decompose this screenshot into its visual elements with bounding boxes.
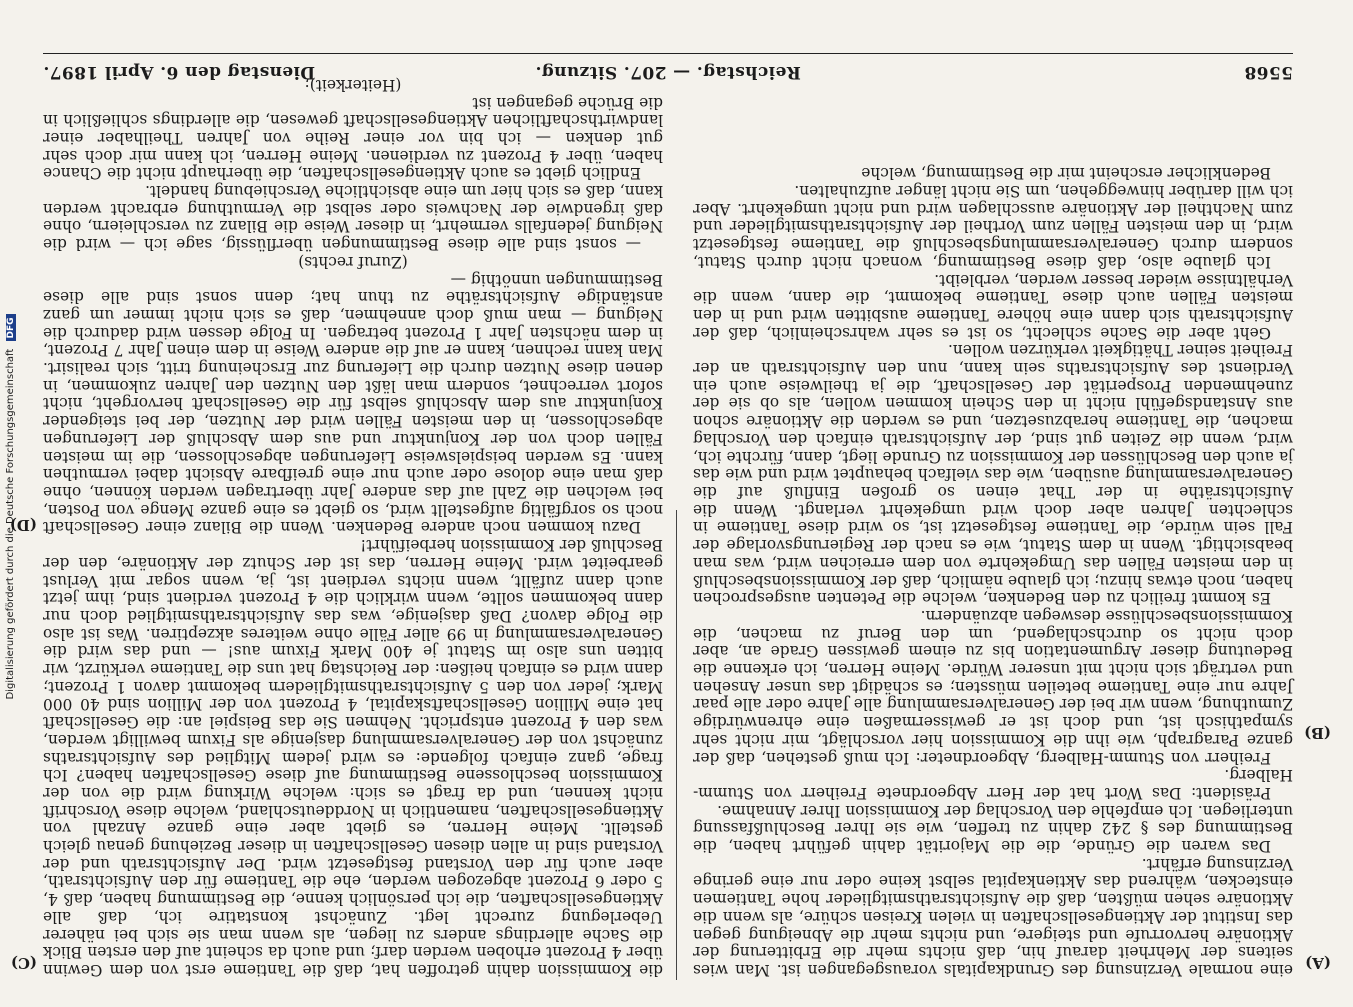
margin-marker-a: (A) <box>1305 954 1331 972</box>
header-rule <box>43 53 1293 54</box>
paragraph: eine normale Verzinsung des Grundkapitals vorausgegangen ist. Man wies seitens der Mehrheit darauf hin, daß nichts mehr die Erbitterung der Aktionäre hervorrufe und steigere, und nichts mehr die Abneigung gegen das Institut der Aktiengesellschaften in vielen Kreisen schüre, als wenn die Aktionäre sehen müßten, daß die Aufsichtsrathsmitglieder hohe Tantiemen einstecken, während das Aktienkapital selbst keine oder nur eine geringe Verzinsung erfährt. <box>693 854 1293 979</box>
margin-marker-b: (B) <box>1304 724 1331 742</box>
dfg-logo: DFG <box>6 314 16 341</box>
paragraph: die Kommission dahin getroffen hat, daß die Tantieme erst von dem Gewinn über 4 Prozent erhoben werden darf; und auch da scheint auf den ersten Blick die Sache allerdings anders zu liegen, als wenn man sie sich bei näherer Ueberlegung zurecht legt. Zunächst konstatire ich, daß alle Aktiengesellschaften, die ich persönlich kenne, die Bestimmung haben, daß 4, 5 oder 6 Prozent abgezogen werden, ehe die Tantieme für den Aufsichtsrath, aber auch für den Vorstand festgesetzt wird. Der Aufsichtsrath und der Vorstand sind in allen diesen Gesellschaften in dieser Beziehung genau gleich gestellt. Meine Herren, es giebt aber eine ganze Anzahl von Aktiengesellschaften, namentlich in Norddeutschland, welche diese Vorschrift nicht kennen, und da fragt es sich: welche Wirkung wird die von der Kommission beschlossene Bestimmung auf diese Gesellschaften haben? Ich frage, ganz einfach folgende: es wird jedem Mitglied des Aufsichtsraths zunächst von der Generalversammlung dasjenige als Fixum bewilligt werden, was den 4 Prozent entspricht. Nehmen Sie das Beispiel an: die Gesellschaft hat eine Million Gesellschaftskapital, 4 Prozent von der Million sind 40 000 Mark; jeder von den 5 Aufsichtsrathsmitgliedern bekommt davon 1 Prozent; dann wird es einfach heißen: der Reichstag hat uns die Tantieme verkürzt, wir bitten uns also im Statut je 400 Mark Fixum aus! — und das wird die Generalversammlung in 99 aller Fälle ohne weiteres akzeptiren. Was ist also die Folge davon? Daß dasjenige, was das Aufsichtsrathsmitglied doch nur dann bekommen sollte, wenn wirklich die 4 Prozent verdient sind, ihm jetzt auch dann zufällt, wenn nichts verdient ist, ja, wenn sogar mit Verlust gearbeitet wird. Meine Herren, das ist der Schutz der Aktionäre, den der Beschluß der Kommission herbeiführt! <box>43 536 663 979</box>
left-column <box>693 90 1293 978</box>
paragraph: Ich glaube also, daß diese Bestimmung, wonach nicht durch Statut, sondern durch Generalversammlungsbeschluß die Tantieme festgesetzt wird, in den meisten Fällen zum Vortheil der Aufsichtsrathsmitglieder und zum Nachtheil der Aktionäre ausschlagen wird und nicht umgekehrt. Aber ich will darüber hinweggehen, um Sie nicht länger aufzuhalten. <box>693 182 1293 271</box>
paragraph: — sonst sind alle diese Bestimmungen überflüssig, sage ich — wird die Neigung jedenfalls vermehrt, in dieser Weise die Bilanz zu verschleiern, ohne daß irgendwie der Nachweis oder selbst die Vermuthung erbracht werden kann, daß es sich hier um eine absichtliche Verschiebung handelt. <box>43 182 663 254</box>
interjection: (Heiterkeit); <box>304 75 402 94</box>
paragraph: Geht aber die Sache schlecht, so ist es sehr wahrscheinlich, daß der Aufsichtsrath sich dann eine höhere Tantieme ausbitten wird und in den meisten Fällen auch diese Tantieme bekommt, die dann, wenn die Verhältnisse wieder besser werden, verbleibt. <box>693 270 1293 342</box>
paragraph: Bedenklicher erscheint mir die Bestimmung, welche <box>861 164 1271 183</box>
session-date: Dienstag den 6. April 1897. <box>43 62 316 82</box>
right-column <box>43 75 663 979</box>
page-number: 5568 <box>1244 62 1293 82</box>
margin-marker-c: (C) <box>10 954 37 972</box>
paragraph: Dazu kommen noch andere Bedenken. Wenn die Bilanz einer Gesellschaft noch so sorgfältig aufgestellt wird, so giebt es eine ganze Menge von Posten, bei welchen die Zahl auf das andere Jahr übertragen werden können, ohne daß man eine dolose oder auch nur eine greifbare Absicht dabei vermuthen kann. Es werden beispielsweise Lieferungen abgeschlossen, die im meisten Fällen doch von der Konjunktur und aus dem Abschluß der Lieferungen abgeschlossen, in den meisten Fällen wird der Nutzen, der bei steigender Konjunktur aus dem Abschluß selbst für die Gesellschaft hervorgeht, nicht sofort verrechnet, sondern man läßt den Nutzen den Jahren zukommen, in denen diese Nutzen durch die Lieferung zur Erscheinung tritt, sich realisirt. Man kann rechnen, kann er auf die andere Weise in dem einen Jahr 7 Prozent, in dem nächsten Jahr 1 Prozent betragen. In Folge dessen wird dadurch die Neigung — man muß doch annehmen, daß es sich nicht immer um ganz anständige Aufsichtsräthe zu thun hat; denn sonst sind alle diese Bestimmungen unnöthig — <box>43 270 663 537</box>
paragraph: Es kommt freilich zu den Bedenken, welche die Petenten ausgesprochen haben, noch etwas hinzu; ich glaube nämlich, daß der Kommissionsbeschluß in den meisten Fällen das Umgekehrte von dem erreichen wird, was man beabsichtigt. Wenn in dem Statut, wie es nach der Regierungsvorlage der Fall sein würde, die Tantieme festgesetzt ist, so wird diese Tantieme in schlechten Jahren aber doch wird umgekehrt verlangt. Wenn die Aufsichtsräthe in der That einen so großen Einfluß auf die Generalversammlung ausüben, wie das vielfach behauptet wird und wie das ja auch den Beschlüssen der Kommission zu Grunde liegt, dann, fürchte ich, wird, wenn die Zeiten gut sind, der Aufsichtsrath einfach den Vorschlag machen, die Tantieme herabzusetzen, und es werden die Aktionäre schon aus Anstandsgefühl nicht in den Schein kommen wollen, als ob sie der zunehmenden Prosperität der Gesellschaft, die ja theilweise auch ein Verdienst des Aufsichtsraths sein kann, nun den Aufsichtsrath an der Freiheit seiner Thätigkeit verkürzen wollen. <box>693 341 1293 608</box>
paragraph: Das waren die Gründe, die die Majorität dahin geführt haben, die Bestimmung des § 242 dahin zu treffen, wie sie Ihrer Beschlußfassung unterliegen. Ich empfehle den Vorschlag der Kommission Ihrer Annahme. <box>693 801 1293 856</box>
digitization-credit <box>5 7 19 1007</box>
speaker-paragraph: Präsident: Das Wort hat der Herr Abgeordnete Freiherr von Stumm-Halberg. <box>693 766 1293 802</box>
running-title: Reichstag. — 207. Sitzung. <box>535 62 801 82</box>
margin-marker-d: (D) <box>9 516 37 534</box>
column-divider <box>676 510 677 980</box>
interjection: (Zuruf rechts) <box>298 252 408 271</box>
credit-text: Digitalisierung gefördert durch die Deutsche Forschungsgemeinschaft <box>5 348 16 700</box>
paragraph: Endlich giebt es auch Aktiengesellschaften, die überhaupt nicht die Chance haben, über 4 Prozent zu verdienen. Meine Herren, ich kann mir doch sehr gut denken — ich bin vor einer Reihe von Jahren Theilhaber einer landwirthschaftlichen Aktiengesellschaft gewesen, die allerdings schließlich in die Brüche gegangen ist <box>43 93 663 183</box>
speaker-paragraph: Freiherr von Stumm-Halberg, Abgeordneter: Ich muß gestehen, daß der ganze Paragraph, wie ihn die Kommission hier vorschlägt, mir nicht sehr sympathisch ist, und doch ist er gewissermaßen eine ehrenwürdige Zumuthung, wenn wir bei der Generalversammlung alle Jahre oder alle paar Jahre nur eine Tantieme beteilen müssten; es schädigt das unser Ansehen und verträgt sich nicht mit unserer Würde. Meine Herren, ich erkenne die Bedeutung dieser Argumentation bis zu einem gewissen Grade an, aber doch nicht so durchschlagend, um den Beruf zu machen, die Kommissionsbeschlüsse deswegen abzuändern. <box>693 606 1293 767</box>
